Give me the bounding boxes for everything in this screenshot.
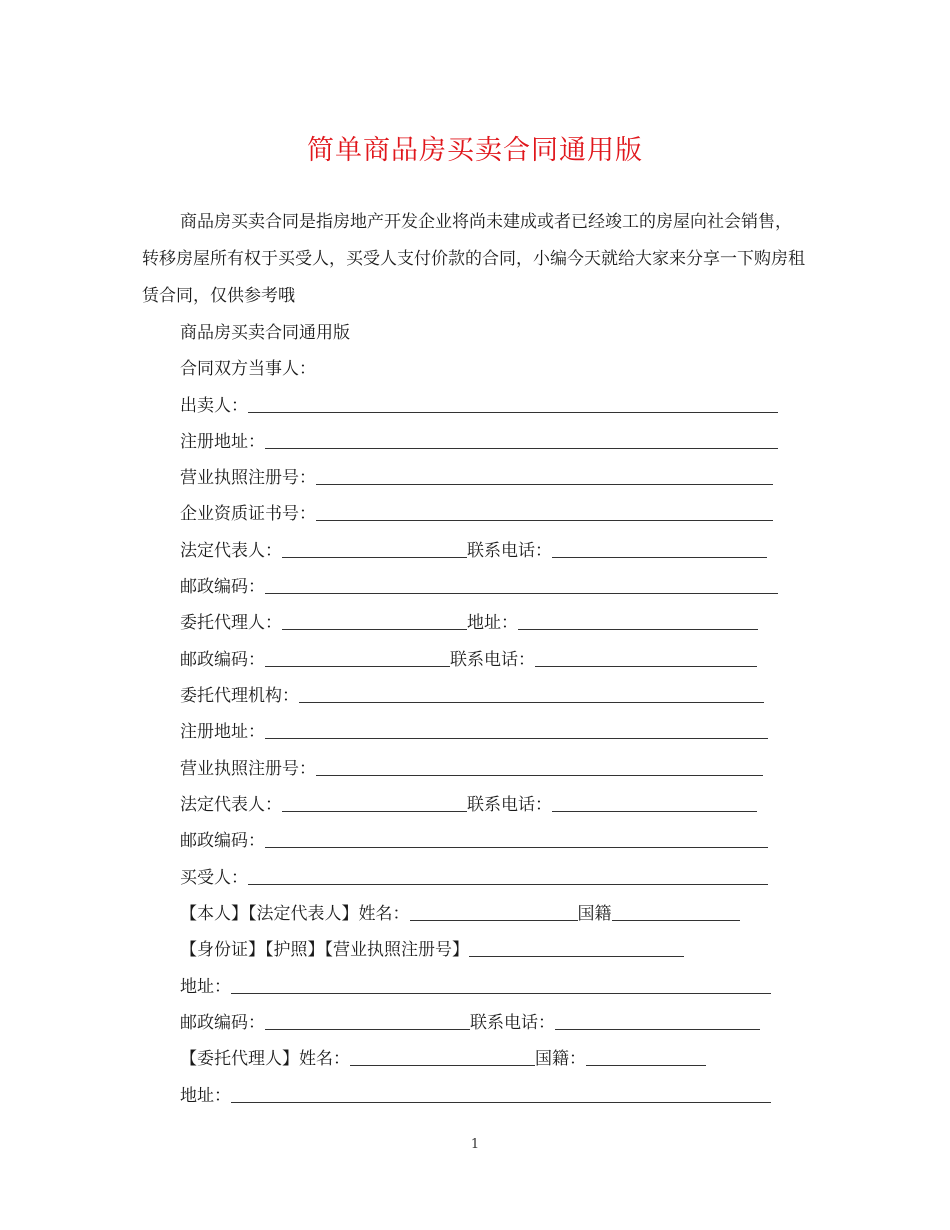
seller-agent-line: 委托代理人： 地址： (180, 607, 758, 633)
buyer-postcode-line: 邮政编码： 联系电话： (180, 1007, 760, 1033)
seller-reg-address-line: 注册地址： (180, 426, 778, 452)
seller-qualification-line: 企业资质证书号： (180, 498, 773, 524)
agency-reg-address-line: 注册地址： (180, 716, 768, 742)
buyer-agent-nationality-blank[interactable] (586, 1045, 706, 1066)
buyer-id-blank[interactable] (469, 936, 684, 957)
agency-postcode-line: 邮政编码： (180, 825, 768, 851)
buyer-agent-name-blank[interactable] (350, 1045, 535, 1066)
intro-paragraph (142, 204, 807, 315)
agency-legal-rep-blank[interactable] (282, 791, 467, 812)
seller-legal-rep-blank[interactable] (282, 537, 467, 558)
seller-qualification-blank[interactable] (316, 500, 773, 521)
seller-line: 出卖人： (180, 390, 778, 416)
buyer-address-line: 地址： (180, 971, 771, 997)
buyer-name-blank[interactable] (410, 900, 578, 921)
seller-agent-address-blank[interactable] (518, 609, 758, 630)
seller-postcode-line: 邮政编码： (180, 571, 778, 597)
buyer-line: 买受人： (180, 862, 768, 888)
seller-blank[interactable] (248, 392, 778, 413)
buyer-address-blank[interactable] (231, 973, 771, 994)
seller-agent-blank[interactable] (282, 609, 467, 630)
document-title: 简单商品房买卖合同通用版 (307, 135, 643, 166)
page-number: 1 (470, 1137, 480, 1152)
agency-license-blank[interactable] (316, 755, 763, 776)
agency-reg-address-blank[interactable] (265, 718, 768, 739)
agency-line: 委托代理机构： (180, 680, 764, 706)
seller-agent-postcode-blank[interactable] (265, 646, 450, 667)
agency-blank[interactable] (299, 682, 764, 703)
agency-postcode-blank[interactable] (265, 827, 768, 848)
agency-license-line: 营业执照注册号： (180, 753, 763, 779)
agency-legal-rep-line: 法定代表人： 联系电话： (180, 789, 757, 815)
intro-text: 商品房买卖合同是指房地产开发企业将尚未建成或者已经竣工的房屋向社会销售，转移房屋所有权于买受人，买受人支付价款的合同，小编今天就给大家来分享一下购房租赁合同，仅供参考哦 (142, 212, 805, 306)
seller-legal-rep-line: 法定代表人： 联系电话： (180, 535, 767, 561)
seller-phone-blank[interactable] (552, 537, 767, 558)
buyer-blank[interactable] (248, 864, 768, 885)
seller-postcode-blank[interactable] (265, 573, 778, 594)
buyer-phone-blank[interactable] (555, 1009, 760, 1030)
buyer-id-line: 【身份证】【护照】【营业执照注册号】 (180, 934, 684, 960)
seller-license-line: 营业执照注册号： (180, 462, 773, 488)
parties-heading: 合同双方当事人： (180, 359, 316, 379)
buyer-agent-address-blank[interactable] (231, 1082, 771, 1103)
seller-agent-phone-blank[interactable] (535, 646, 757, 667)
buyer-agent-line: 【委托代理人】姓名： 国籍： (180, 1043, 706, 1069)
buyer-name-line: 【本人】【法定代表人】姓名： 国籍 (180, 898, 740, 924)
seller-reg-address-blank[interactable] (265, 428, 778, 449)
seller-agent-postcode-line: 邮政编码： 联系电话： (180, 644, 757, 670)
buyer-agent-address-line: 地址： (180, 1080, 771, 1106)
buyer-nationality-blank[interactable] (612, 900, 740, 921)
buyer-postcode-blank[interactable] (265, 1009, 470, 1030)
agency-phone-blank[interactable] (552, 791, 757, 812)
seller-license-blank[interactable] (316, 464, 773, 485)
contract-subtitle: 商品房买卖合同通用版 (180, 323, 350, 343)
